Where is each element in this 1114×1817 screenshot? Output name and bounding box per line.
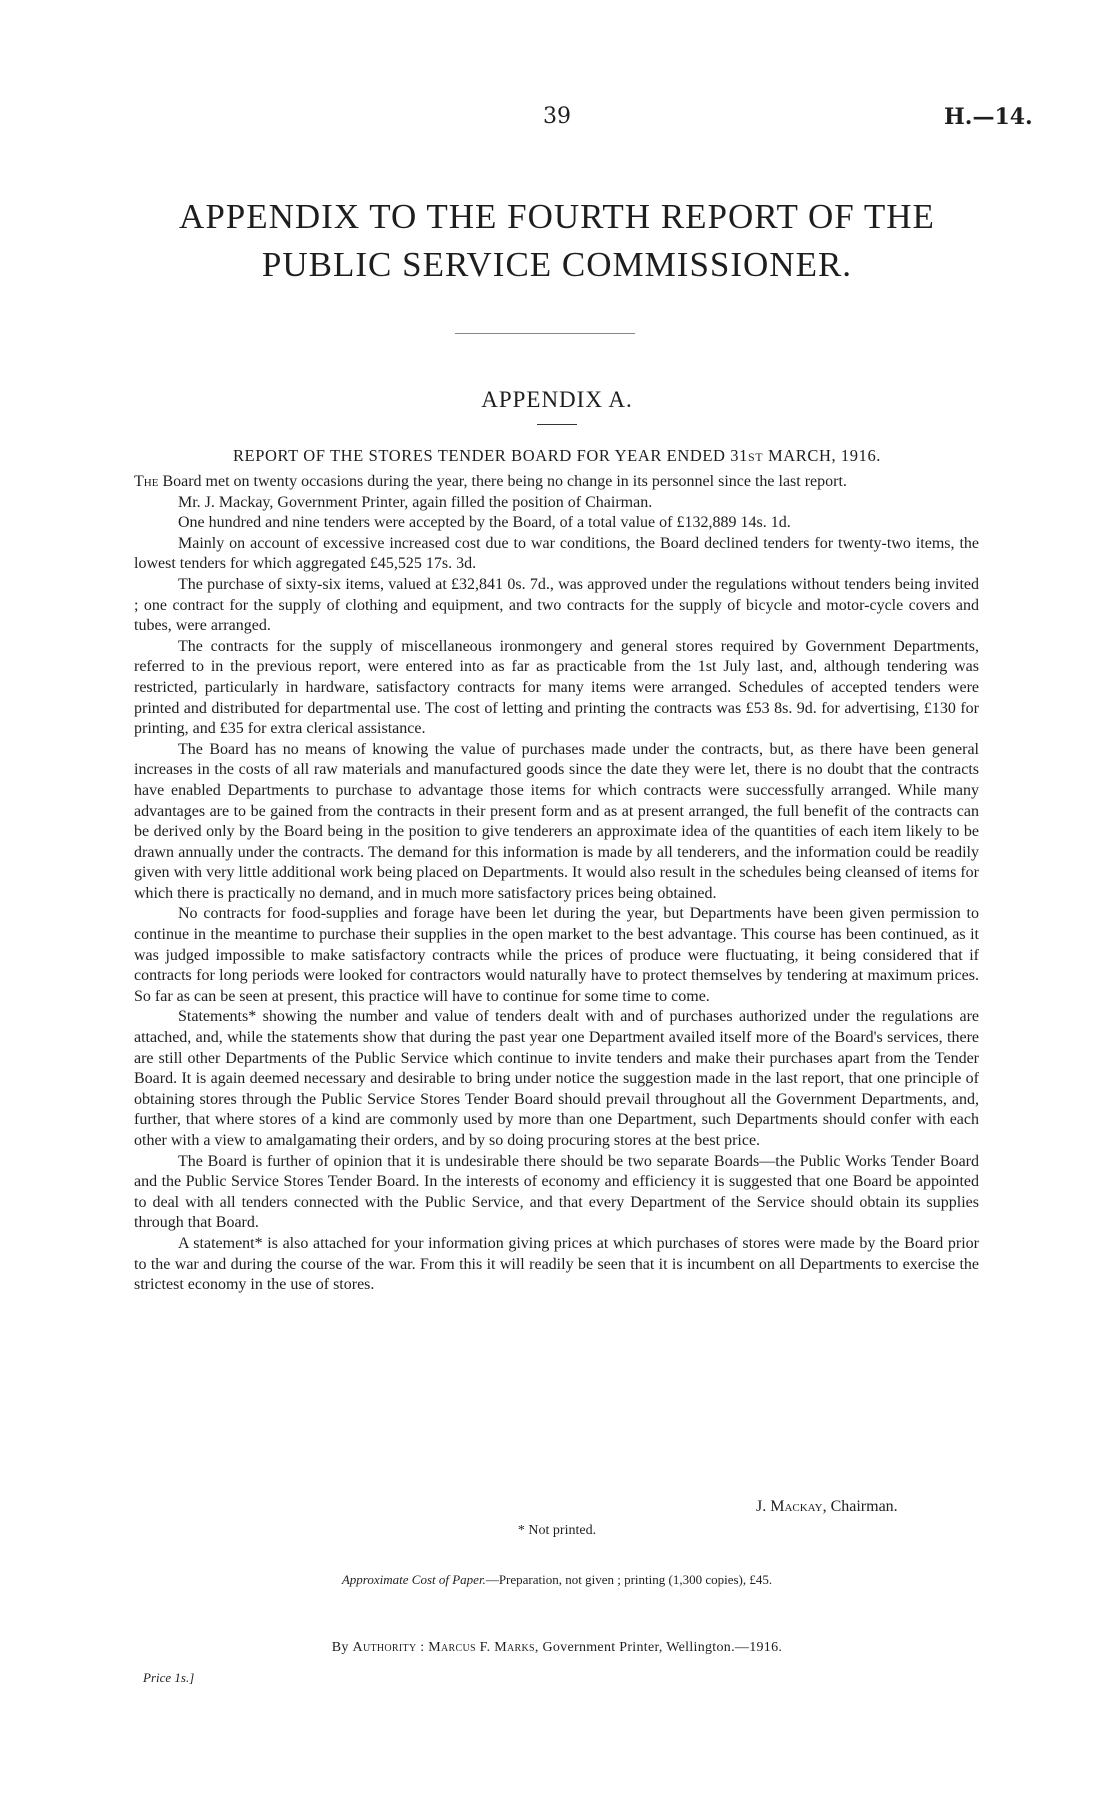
body-paragraph: The contracts for the supply of miscellaneous ironmongery and general stores required by Government Departments, referred to in the previous report, were entered into as far as practicable from the 1st July last, and, although tendering was restricted, particularly in hardware, satisfactory contracts for many items were arranged. Schedules of accepted tenders were printed and distributed for departmental use. The cost of letting and printing the contracts was £53 8s. 9d. for advertising, £130 for printing, and £35 for extra clerical assistance. [134,637,979,738]
imprint-authority: Authority [352,1640,417,1655]
signature-initial: J. [756,1498,771,1515]
body-paragraph-text: Board met on twenty occasions during the year, there being no change in its personnel since the last report. [158,473,847,490]
body-paragraph: Mainly on account of excessive increased cost due to war conditions, the Board declined tenders for twenty-two items, the lowest tenders for which aggregated £45,525 17s. 3d. [134,534,979,573]
imprint-printer-name: Marcus F. Marks [428,1640,535,1655]
cost-note [0,1572,1114,1588]
imprint-prefix: By [331,1640,353,1655]
main-title-line-2: PUBLIC SERVICE COMMISSIONER. [261,245,853,284]
printer-imprint [0,1640,1114,1656]
signature-surname: Mackay [770,1498,823,1515]
body-paragraph: One hundred and nine tenders were accepted by the Board, of a total value of £132,889 14s. 1d. [178,514,791,532]
report-body [134,472,979,1296]
imprint-colon: : [416,1640,429,1655]
body-paragraph [134,472,979,493]
report-heading-prefix: REPORT OF THE STORES TENDER BOARD FOR YEAR ENDED 31 [232,446,748,465]
report-heading [0,446,1114,466]
main-title [120,193,994,289]
title-divider [455,333,635,334]
report-heading-end: MARCH, 1916. [763,446,882,465]
body-lead-word: The [134,473,159,490]
signature-title: , Chairman. [822,1498,898,1515]
cost-text: —Preparation, not given ; printing (1,300 copies), £45. [485,1572,773,1587]
body-paragraph: No contracts for food-supplies and forage have been let during the year, but Departments have been given permission to continue in the meantime to purchase their supplies in the open market to the best advantage. This course has been continued, as it was judged impossible to make satisfactory contracts while the prices of produce were fluctuating, it being considered that if contracts for long periods were looked for contractors would naturally have to protect themselves by tendering at maximum prices. So far as can be seen at present, this practice will have to continue for some time to come. [134,905,979,1005]
imprint-suffix: , Government Printer, Wellington.—1916. [534,1640,783,1655]
body-paragraph: Statements* showing the number and value of tenders dealt with and of purchases authorized under the regulations are attached, and, while the statements show that during the past year one Department availed itself more of the Board's services, there are still other Departments of the Public Service which continue to invite tenders and make their purchases apart from the Tender Board. It is again deemed necessary and desirable to bring under notice the suggestion made in the last report, that one principle of obtaining stores through the Public Service Stores Tender Board should prevail throughout all the Government Departments, and, further, that where stores of a kind are commonly used by more than one Department, such Departments should confer with each other with a view to amalgamating their orders, and by so doing procuring stores at the best price. [134,1008,979,1149]
body-paragraph: A statement* is also attached for your information giving prices at which purchases of stores were made by the Board prior to the war and during the course of the war. From this it will readily be seen that it is incumbent on all Departments to exercise the strictest economy in the use of stores. [134,1234,979,1294]
appendix-heading: APPENDIX A. [481,387,633,412]
main-title-line-1: APPENDIX TO THE FOURTH REPORT OF THE [179,197,935,236]
page-number: 39 [543,104,571,129]
body-paragraph: The Board is further of opinion that it is undesirable there should be two separate Boards—the Public Works Tender Board and the Public Service Stores Tender Board. In the interests of economy and efficiency it is suggested that one Board be appointed to deal with all tenders connected with the Public Service, and that every Department of the Service should obtain its supplies through that Board. [134,1152,979,1232]
footnote: * Not printed. [517,1523,597,1538]
report-heading-ordinal: ST [748,450,764,464]
body-paragraph: Mr. J. Mackay, Government Printer, again filled the position of Chairman. [178,493,653,511]
price-note: Price 1s.] [143,1670,195,1685]
appendix-divider [537,424,577,425]
cost-label: Approximate Cost of Paper. [341,1572,486,1587]
body-paragraph: The Board has no means of knowing the value of purchases made under the contracts, but, as there have been general increases in the costs of all raw materials and manufactured goods since the date they were let, there is no doubt that the contracts have enabled Departments to purchase to advantage those items for which contracts were successfully arranged. While many advantages are to be gained from the contracts in their present form and as at present arranged, the full benefit of the contracts can be derived only by the Board being in the position to give tenderers an approximate idea of the quantities of each item likely to be drawn annually under the contracts. The demand for this information is made by all tenderers, and the information could be readily given with very little additional work being placed on Departments. It would also result in the schedules being cleansed of items for which there is practically no demand, and in much more satisfactory prices being obtained. [134,740,979,902]
page-code: H.—14. [944,104,1033,130]
signature [756,1498,898,1516]
body-paragraph: The purchase of sixty-six items, valued at £32,841 0s. 7d., was approved under the regulations without tenders being invited ; one contract for the supply of clothing and equipment, and two contracts for the supply of bicycle and motor-cycle covers and tubes, were arranged. [134,575,979,635]
